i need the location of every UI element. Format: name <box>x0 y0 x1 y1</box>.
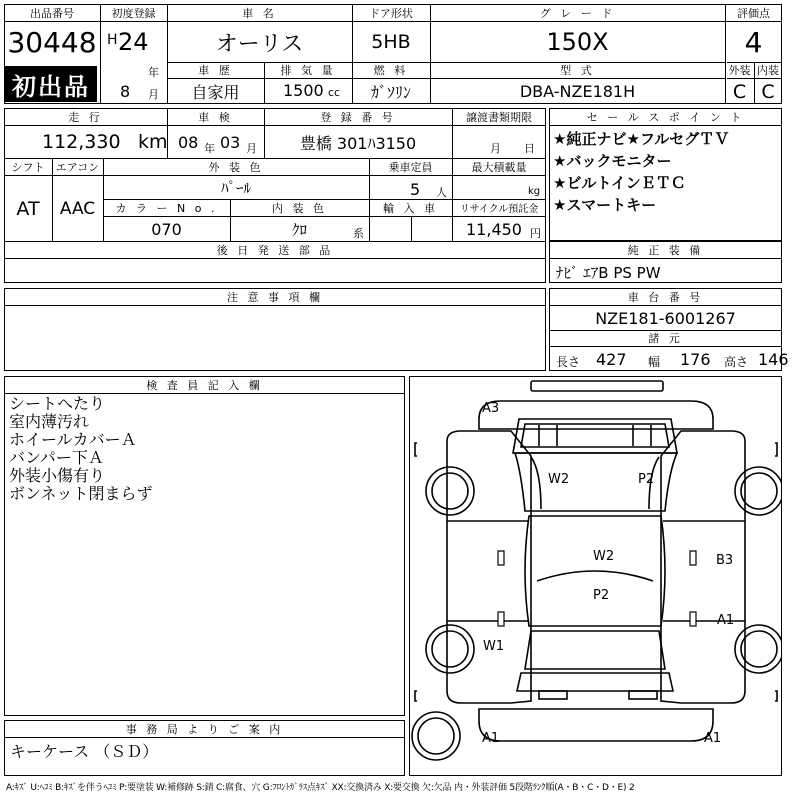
inspection-year: 08 <box>178 133 199 152</box>
int-color: ｸﾛ <box>291 220 307 239</box>
inspection-month: 03 <box>220 133 241 152</box>
divider <box>4 393 405 394</box>
office-label: 事 務 局 よ り ご 案 内 <box>125 722 284 736</box>
caution-label: 注 意 事 項 欄 <box>227 290 323 304</box>
width: 176 <box>680 350 711 369</box>
color-no-label: カ ラ ー N o . <box>115 201 218 215</box>
shift-label: シフト <box>11 160 45 174</box>
aircon: AAC <box>59 198 96 219</box>
door: 5HB <box>371 31 411 53</box>
inspector-note: 外装小傷有り <box>9 466 106 485</box>
height: 146 <box>758 350 789 369</box>
first-reg-month: 8 <box>120 82 131 101</box>
transfer-month-unit: 月 <box>490 142 501 155</box>
office-text: キーケース （ＳＤ） <box>10 742 159 761</box>
interior-label: 内装 <box>757 64 779 77</box>
inspector-notes <box>5 395 403 503</box>
damage-mark: W2 <box>593 549 615 564</box>
car-name-label: 車 名 <box>242 6 277 20</box>
divider <box>549 258 782 259</box>
fuel-label: 燃 料 <box>373 64 409 77</box>
door-label: ドア形状 <box>369 6 413 20</box>
plate-label: 登 録 番 号 <box>320 110 396 124</box>
damage-mark: B3 <box>716 553 734 568</box>
divider <box>549 125 782 126</box>
first-reg-year: 24 <box>118 28 149 56</box>
exterior-label: 外装 <box>728 64 751 77</box>
interior-score: C <box>761 80 775 103</box>
capacity-label: 乗車定員 <box>388 160 433 174</box>
plate-number: 豊橋 301ﾊ3150 <box>299 133 417 153</box>
history: 自家用 <box>191 83 240 102</box>
era: H <box>107 32 118 48</box>
damage-mark: A3 <box>482 401 500 416</box>
car-damage-diagram <box>410 377 782 776</box>
damage-mark: A1 <box>717 613 735 628</box>
capacity: 5 <box>410 180 421 199</box>
divider <box>4 305 546 306</box>
genuine-label: 純 正 装 備 <box>627 243 704 257</box>
transfer-day-unit: 日 <box>524 142 535 155</box>
int-color-label: 内 装 色 <box>272 201 327 215</box>
lot-no-label: 出品番号 <box>30 6 74 20</box>
inspection-label: 車 検 <box>198 110 233 124</box>
inspection-year-unit: 年 <box>204 142 215 155</box>
divider <box>4 737 405 738</box>
divider <box>411 216 412 241</box>
length-label: 長さ <box>556 355 581 369</box>
sales-point: ★バックモニター <box>553 152 672 170</box>
import-label: 輸 入 車 <box>383 201 438 215</box>
height-label: 高さ <box>724 355 749 369</box>
damage-mark: P2 <box>593 588 610 603</box>
year-unit: 年 <box>148 66 159 79</box>
displacement-label: 排 気 量 <box>280 64 336 77</box>
sales-point: ★スマートキー <box>553 196 657 214</box>
inspector-note: ボンネット閉まらず <box>9 484 153 503</box>
damage-mark: P2 <box>638 472 655 487</box>
width-label: 幅 <box>648 355 661 369</box>
first-reg-label: 初度登録 <box>111 6 156 20</box>
score-label: 評価点 <box>737 6 770 20</box>
recycle-label: リサイクル預託金 <box>459 204 539 215</box>
history-label: 車 歴 <box>198 64 233 77</box>
grade-label: グ レ ー ド <box>539 6 616 20</box>
first-listing-badge: 初出品 <box>5 66 97 102</box>
capacity-unit: 人 <box>436 186 447 199</box>
damage-diagram-box <box>409 376 782 776</box>
inspector-note: ホイールカバーＡ <box>9 430 137 449</box>
recycle-unit: 円 <box>530 227 541 240</box>
mileage: 112,330 <box>42 131 121 153</box>
damage-mark: A1 <box>704 731 722 746</box>
inspector-note: シートへたり <box>9 395 106 413</box>
car-name: オーリス <box>215 31 304 57</box>
grade: 150X <box>546 28 609 56</box>
color-no: 070 <box>151 219 182 239</box>
model-code-label: 型 式 <box>560 64 595 77</box>
inspector-note: 室内薄汚れ <box>9 412 90 431</box>
lot-no: 30448 <box>7 25 97 59</box>
model-code: DBA-NZE181H <box>519 82 636 101</box>
month-unit: 月 <box>148 88 159 101</box>
sales-point: ★ビルトインＥＴＣ <box>553 174 686 192</box>
inspector-note: バンパー下Ａ <box>9 448 104 467</box>
displacement-unit: cc <box>328 86 341 99</box>
transfer-label: 譲渡書類期限 <box>466 110 532 124</box>
shift: AT <box>16 197 40 220</box>
exterior-score: C <box>732 80 747 103</box>
specs-label: 諸 元 <box>648 332 683 345</box>
sales-point: ★純正ナビ★フルセグＴＶ <box>553 130 730 148</box>
damage-mark: A1 <box>482 731 500 746</box>
mileage-label: 走 行 <box>68 110 103 124</box>
inspection-month-unit: 月 <box>246 142 257 155</box>
sales-points-label: セ ー ル ス ポ イ ン ト <box>586 110 745 124</box>
int-color-unit: 系 <box>353 227 364 240</box>
chassis-label: 車 台 番 号 <box>627 290 704 304</box>
divider <box>4 258 546 259</box>
damage-mark: W2 <box>548 472 570 487</box>
damage-legend: A:ｷｽﾞ U:ﾍｺﾐ B:ｷｽﾞを伴うﾍｺﾐ P:要塗装 W:補修跡 S:錆 C:腐食、穴 G:ﾌﾛﾝﾄｶﾞﾗｽ点ｷｽﾞ XX:交換済み X:要交換 欠:欠品 内・外装評価 5段階ﾗﾝｸ順(A・B・C・D・E) 2 <box>6 783 635 793</box>
chassis-number: NZE181-6001267 <box>595 308 736 328</box>
length: 427 <box>596 350 627 369</box>
load-label: 最大積載量 <box>471 160 527 174</box>
sales-points-list <box>550 128 780 216</box>
fuel: ｶﾞｿﾘﾝ <box>370 83 411 102</box>
ext-color-label: 外 装 色 <box>208 160 264 174</box>
score: 4 <box>744 25 763 59</box>
load-unit: kg <box>528 186 541 197</box>
ext-color: ﾊﾟｰﾙ <box>220 179 251 197</box>
inspector-label: 検 査 員 記 入 欄 <box>146 378 263 392</box>
aircon-label: エアコン <box>55 160 100 174</box>
recycle-fee: 11,450 <box>466 220 522 239</box>
genuine-equipment: ﾅﾋﾞ ｴｱB PS PW <box>556 264 661 282</box>
damage-mark: W1 <box>483 639 505 654</box>
mileage-unit: km <box>138 131 168 153</box>
divider <box>549 346 782 347</box>
later-parts-label: 後 日 発 送 部 品 <box>216 243 334 257</box>
displacement: 1500 <box>283 81 324 100</box>
